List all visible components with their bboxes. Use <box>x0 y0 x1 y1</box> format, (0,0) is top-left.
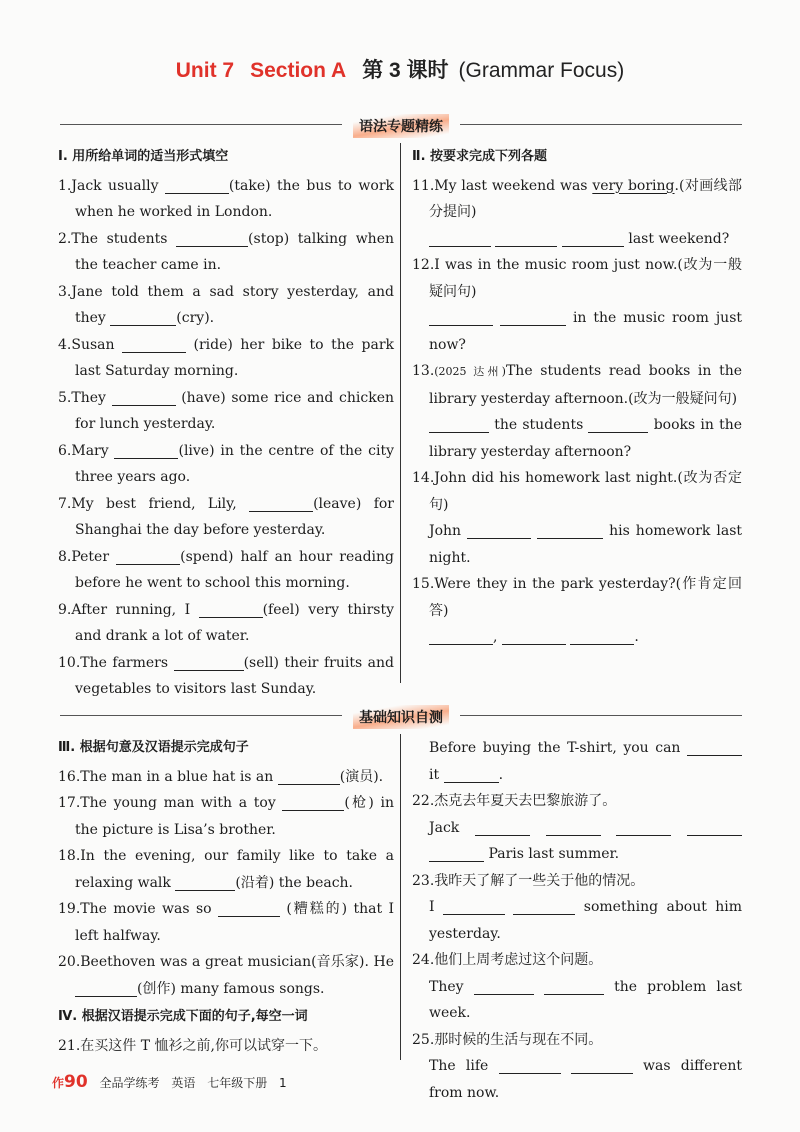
underlined-phrase: very boring <box>592 177 675 194</box>
answer-blank[interactable] <box>544 976 604 995</box>
question-4: 4.Susan (ride) her bike to the park last Saturday morning. <box>58 332 394 385</box>
part-3-heading: Ⅲ. 根据句意及汉语提示完成句子 <box>58 740 249 755</box>
answer-blank[interactable] <box>282 792 344 811</box>
lesson-title <box>0 54 800 84</box>
question-12: 12.I was in the music room just now.(改为一般疑问句) <box>412 257 742 300</box>
answer-line-14: John his homework last night. <box>412 518 742 571</box>
volume-label: 1 <box>279 1076 287 1090</box>
question-8: 8.Peter (spend) half an hour reading before he went to school this morning. <box>58 544 394 597</box>
answer-blank[interactable] <box>499 1055 561 1074</box>
answer-blank[interactable] <box>500 307 566 326</box>
answer-blank[interactable] <box>588 414 648 433</box>
answer-blank[interactable] <box>165 175 229 194</box>
part-2-heading: Ⅱ. 按要求完成下列各题 <box>412 149 548 164</box>
answer-blank[interactable] <box>174 652 244 671</box>
page-footer <box>52 1072 287 1092</box>
answer-blank[interactable] <box>537 520 603 539</box>
answer-blank[interactable] <box>429 414 489 433</box>
answer-blank[interactable] <box>429 307 493 326</box>
answer-blank[interactable] <box>110 307 176 326</box>
answer-line-15: , . <box>412 624 742 651</box>
answer-line-11: last weekend? <box>412 226 742 253</box>
answer-blank[interactable] <box>616 817 671 836</box>
part-4 <box>412 735 742 1106</box>
grade-label: 七年级下册 <box>207 1076 268 1090</box>
question-25: 25.那时候的生活与现在不同。 <box>412 1031 603 1048</box>
answer-line-25: The life was different from now. <box>412 1053 742 1106</box>
answer-blank[interactable] <box>218 898 280 917</box>
answer-blank[interactable] <box>176 228 248 247</box>
answer-line-23: I something about him yesterday. <box>412 894 742 947</box>
answer-blank[interactable] <box>495 228 557 247</box>
question-11: 11.My last weekend was very boring.(对画线部分提问) <box>412 177 742 220</box>
answer-line-21: Before buying the T-shirt, you can it . <box>412 735 742 788</box>
part-3 <box>58 735 394 1059</box>
question-17: 17.The young man with a toy (枪) in the picture is Lisa’s brother. <box>58 790 394 843</box>
question-5: 5.They (have) some rice and chicken for lunch yesterday. <box>58 385 394 438</box>
answer-blank[interactable] <box>562 228 624 247</box>
answer-blank[interactable] <box>114 440 178 459</box>
answer-blank[interactable] <box>429 228 491 247</box>
question-7: 7.My best friend, Lily, (leave) for Shanghai the day before yesterday. <box>58 491 394 544</box>
answer-line-24: They the problem last week. <box>412 974 742 1027</box>
part-1-heading: Ⅰ. 用所给单词的适当形式填空 <box>58 149 229 164</box>
section-label: Section A <box>250 59 347 82</box>
answer-blank[interactable] <box>429 626 493 645</box>
source-tag: (2025 达州) <box>434 365 506 378</box>
band-title: 语法专题精练 <box>353 114 449 138</box>
question-18: 18.In the evening, our family like to take a relaxing walk (沿着) the beach. <box>58 848 394 891</box>
page-number: 90 <box>64 1072 88 1092</box>
answer-blank[interactable] <box>571 1055 633 1074</box>
part-4-heading: Ⅳ. 根据汉语提示完成下面的句子,每空一词 <box>58 1009 308 1024</box>
answer-blank[interactable] <box>175 872 235 891</box>
question-3: 3.Jane told them a sad story yesterday, and they (cry). <box>58 283 394 326</box>
answer-blank[interactable] <box>467 520 531 539</box>
answer-blank[interactable] <box>474 976 534 995</box>
question-23: 23.我昨天了解了一些关于他的情况。 <box>412 872 645 889</box>
band-title: 基础知识自测 <box>353 705 449 729</box>
answer-blank[interactable] <box>513 896 575 915</box>
answer-blank[interactable] <box>443 896 505 915</box>
section-band-basics <box>60 703 742 729</box>
question-21: 21.在买这件 T 恤衫之前,你可以试穿一下。 <box>58 1037 327 1054</box>
section-band-practice <box>60 112 742 138</box>
answer-blank[interactable] <box>122 334 186 353</box>
answer-blank[interactable] <box>444 764 499 783</box>
brand-name: 全品学练考 <box>99 1076 160 1090</box>
question-19: 19.The movie was so (糟糕的) that I left halfway. <box>58 896 394 949</box>
page-mark: 作 <box>52 1076 65 1090</box>
answer-blank[interactable] <box>116 546 180 565</box>
question-2: 2.The students (stop) talking when the teacher came in. <box>58 226 394 279</box>
question-10: 10.The farmers (sell) their fruits and vegetables to visitors last Sunday. <box>58 650 394 703</box>
part-1 <box>58 144 394 703</box>
question-16: 16.The man in a blue hat is an (演员). <box>58 764 394 791</box>
answer-blank[interactable] <box>429 843 484 862</box>
question-20: 20.Beethoven was a great musician(音乐家). He (创作) many famous songs. <box>58 954 394 997</box>
answer-line-22: Jack Paris last summer. <box>412 815 742 868</box>
answer-blank[interactable] <box>475 817 530 836</box>
question-6: 6.Mary (live) in the centre of the city three years ago. <box>58 438 394 491</box>
question-15: 15.Were they in the park yesterday?(作肯定回答) <box>412 576 742 619</box>
part-2 <box>412 144 742 651</box>
answer-blank[interactable] <box>249 493 313 512</box>
lesson-label: 第 3 课时 <box>362 59 449 82</box>
subject-label: 英语 <box>171 1076 196 1090</box>
answer-blank[interactable] <box>502 626 566 645</box>
answer-blank[interactable] <box>199 599 263 618</box>
answer-blank[interactable] <box>278 766 340 785</box>
answer-line-12: in the music room just now? <box>412 305 742 358</box>
answer-blank[interactable] <box>570 626 634 645</box>
question-14: 14.John did his homework last night.(改为否定句) <box>412 470 742 513</box>
focus-label: (Grammar Focus) <box>458 59 625 82</box>
column-divider-bottom <box>400 734 401 1060</box>
unit-label: Unit 7 <box>175 59 235 82</box>
answer-blank[interactable] <box>112 387 176 406</box>
answer-line-13: the students books in the library yesterday afternoon? <box>412 412 742 465</box>
question-9: 9.After running, I (feel) very thirsty and drank a lot of water. <box>58 597 394 650</box>
answer-blank[interactable] <box>75 978 137 997</box>
question-13: 13.(2025 达州)The students read books in the library yesterday afternoon.(改为一般疑问句) <box>412 363 742 407</box>
answer-blank[interactable] <box>546 817 601 836</box>
question-24: 24.他们上周考虑过这个问题。 <box>412 952 603 968</box>
question-1: 1.Jack usually (take) the bus to work when he worked in London. <box>58 173 394 226</box>
answer-blank[interactable] <box>687 817 742 836</box>
answer-blank[interactable] <box>687 737 742 756</box>
column-divider-top <box>400 143 401 683</box>
question-22: 22.杰克去年夏天去巴黎旅游了。 <box>412 793 617 809</box>
